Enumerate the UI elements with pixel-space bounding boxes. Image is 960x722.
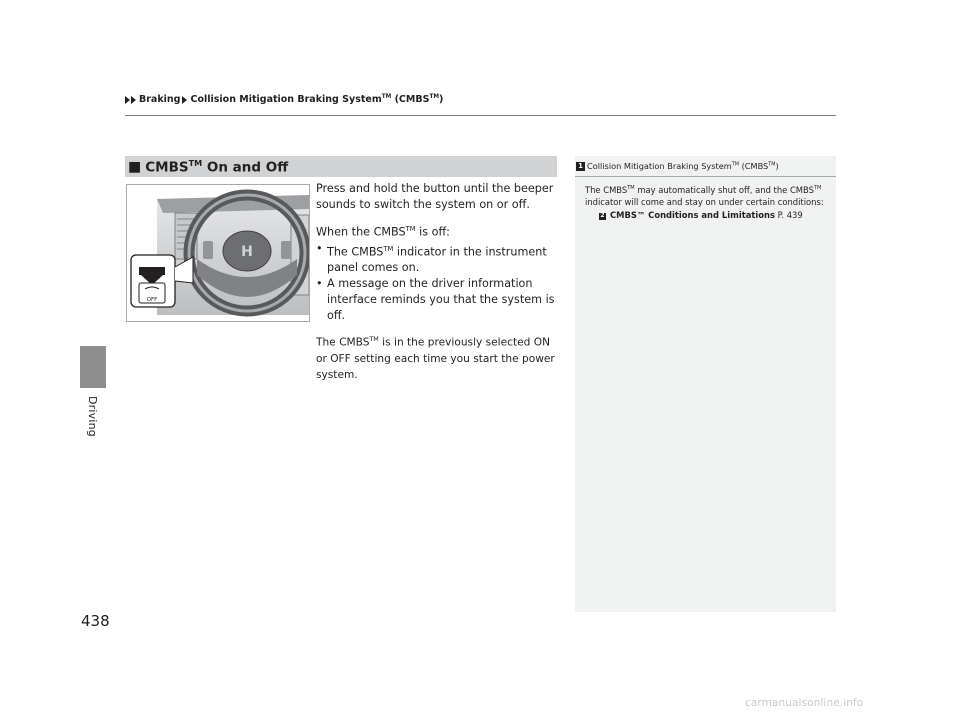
cross-reference-link[interactable]: 2 CMBS™ Conditions and Limitations P. 439 bbox=[600, 209, 803, 220]
cmbs-off-button-label: OFF bbox=[146, 297, 158, 303]
chapter-tab[interactable] bbox=[80, 346, 106, 388]
notes-sidebar bbox=[575, 156, 836, 612]
sidebar-heading: 1 Collision Mitigation Braking System™ (CMBS™) bbox=[575, 156, 836, 177]
section-square-icon: ■ bbox=[128, 158, 142, 175]
paragraph-instructions: Press and hold the button until the beeper sounds to switch the system on or off. bbox=[316, 182, 554, 211]
sidebar-note: The CMBS™ may automatically shut off, and the CMBS™ indicator will come and stay on under certain conditions: bbox=[585, 184, 824, 208]
watermark: carmanualsonline.info bbox=[745, 697, 864, 709]
section-heading bbox=[125, 156, 557, 177]
bullet-icon: • bbox=[316, 241, 323, 255]
list-item: • A message on the driver information interface reminds you that the system is off. bbox=[316, 277, 555, 323]
chapter-label: Driving bbox=[86, 396, 99, 437]
paragraph-when-off: When the CMBS™ is off: bbox=[316, 225, 450, 239]
header-rule bbox=[125, 115, 836, 116]
paragraph-setting: The CMBS™ is in the previously selected ON or OFF setting each time you start the power system. bbox=[316, 336, 555, 381]
list-item: • The CMBS™ indicator in the instrument panel comes on. bbox=[316, 241, 547, 275]
bullet-icon: • bbox=[316, 277, 323, 291]
breadcrumb-braking[interactable]: Braking bbox=[139, 94, 181, 106]
section-title: CMBS™ On and Off bbox=[145, 157, 289, 176]
dashboard-illustration bbox=[126, 184, 310, 322]
breadcrumb bbox=[125, 94, 443, 105]
breadcrumb-arrow-icon bbox=[131, 96, 136, 104]
breadcrumb-arrow-icon bbox=[182, 96, 187, 104]
main-text bbox=[316, 181, 561, 383]
svg-text:H: H bbox=[241, 244, 253, 260]
sidebar-text bbox=[585, 182, 830, 221]
breadcrumb-cmbs[interactable]: Collision Mitigation Braking System™ (CMBS™) bbox=[190, 94, 444, 106]
breadcrumb-arrow-icon bbox=[125, 96, 130, 104]
steering-wheel-illustration bbox=[127, 185, 309, 321]
page-number: 438 bbox=[81, 612, 110, 630]
jump-arrow-icon: 2 bbox=[600, 211, 605, 219]
reference-icon: 1 bbox=[576, 162, 585, 171]
